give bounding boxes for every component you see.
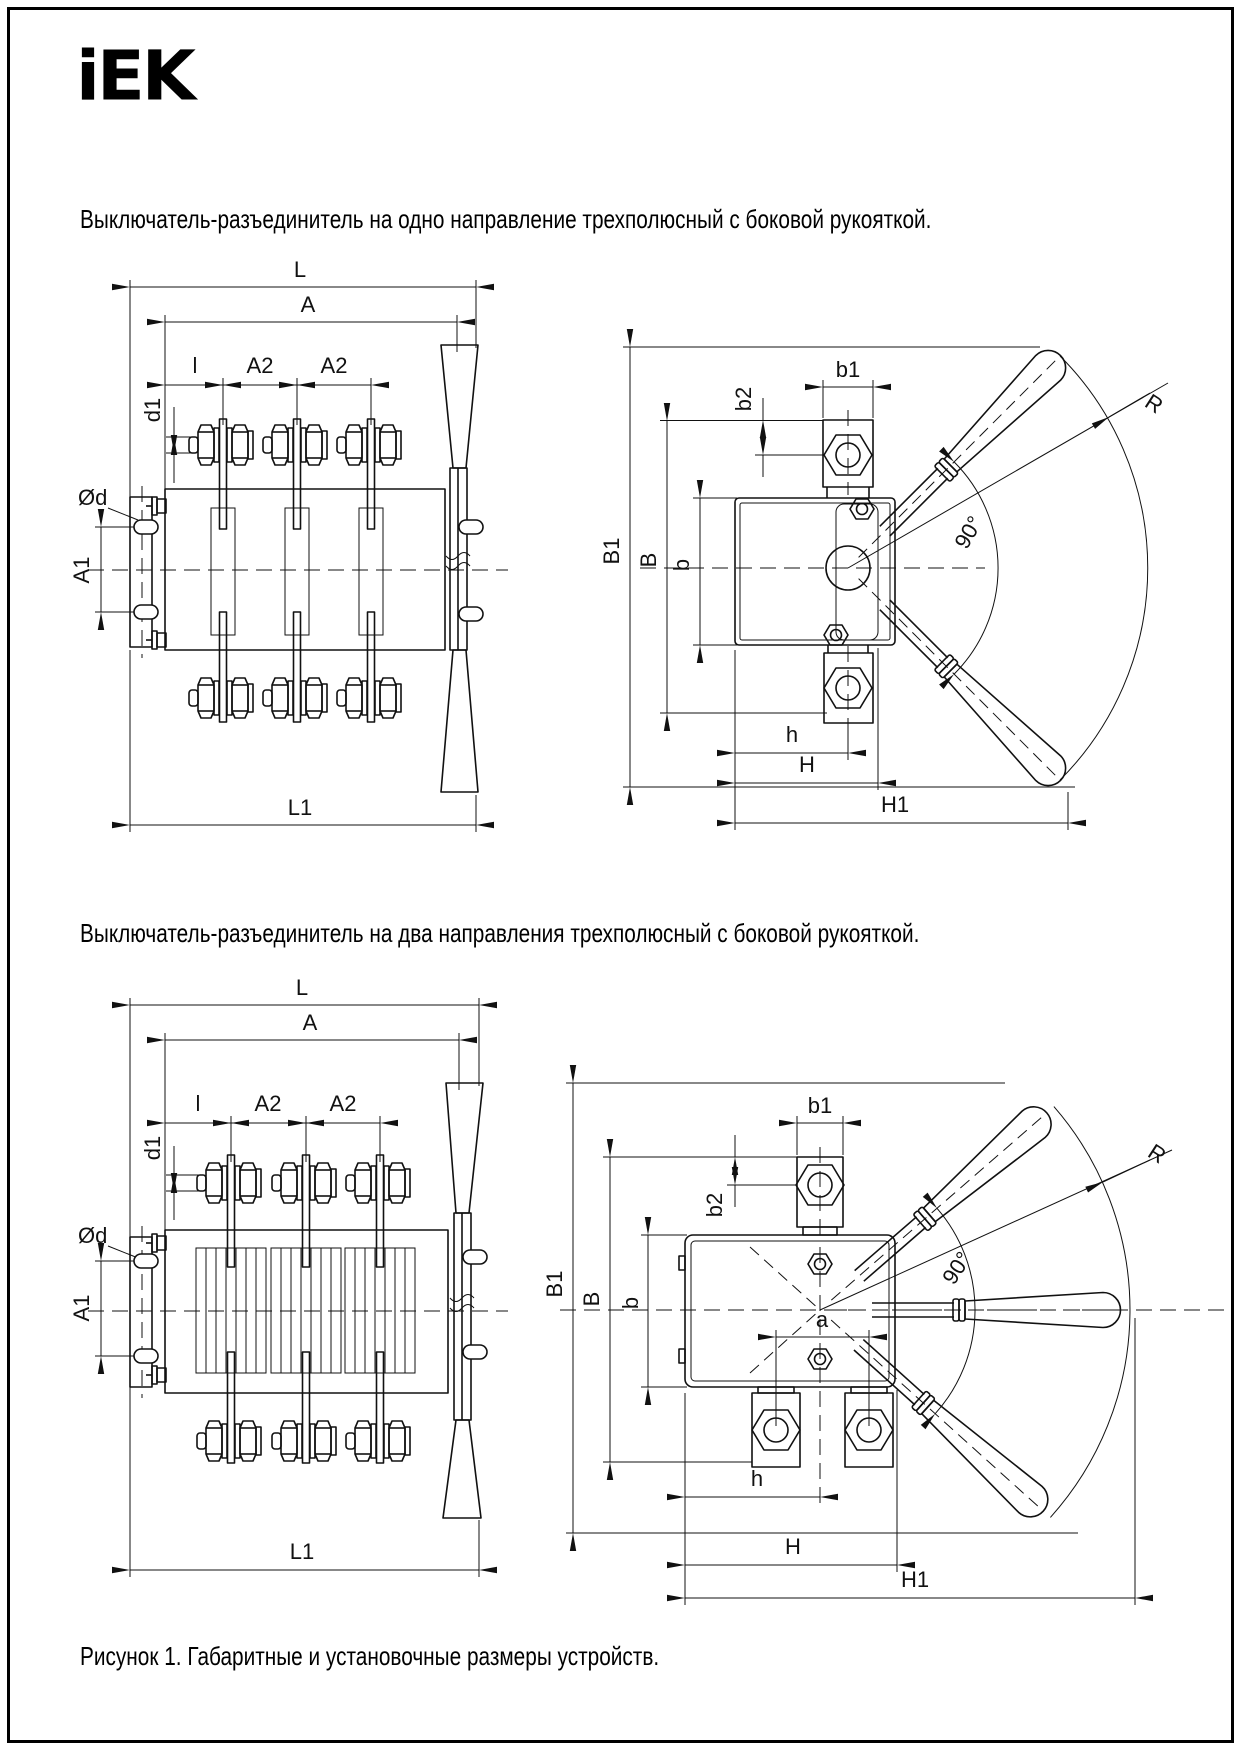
dim-label-b: b xyxy=(669,558,694,572)
dim-label-d1: d1 xyxy=(140,1135,165,1161)
bolt-stack xyxy=(263,425,327,465)
side-handle-silhouette xyxy=(441,345,483,792)
bolt-stack xyxy=(337,425,401,465)
dim-label-B: B xyxy=(636,552,661,568)
dim-label-A: A xyxy=(300,292,316,317)
dim-label-A2: A2 xyxy=(329,1091,357,1116)
dim-label-H: H xyxy=(799,752,815,777)
dim-label-A1: A1 xyxy=(69,556,94,584)
dim-label-A2: A2 xyxy=(320,353,348,378)
dim-label-A2: A2 xyxy=(254,1091,282,1116)
handle-down-position xyxy=(846,566,1073,793)
bolt-stack xyxy=(346,1421,410,1461)
bolt-stack xyxy=(272,1163,336,1203)
dim-label-H: H xyxy=(785,1534,801,1559)
bolt-stack xyxy=(263,678,327,718)
dim-label-b1: b1 xyxy=(807,1093,833,1118)
front-view-one-direction xyxy=(69,257,508,832)
dim-label-A: A xyxy=(302,1010,318,1035)
dim-label-B1: B1 xyxy=(599,537,624,565)
dim-label-b: b xyxy=(618,1296,643,1310)
dim-label-diameter-d: Ød xyxy=(78,1223,108,1248)
dim-label-L1: L1 xyxy=(289,1539,315,1564)
mounting-slot xyxy=(134,520,158,534)
section2-title: Выключатель-разъединитель на два направления трехполюсный с боковой рукояткой. xyxy=(80,918,920,948)
flange-bolt xyxy=(146,497,166,515)
angle-label: 90° xyxy=(937,1247,977,1289)
dim-label-R: R xyxy=(1143,1138,1171,1169)
body-hex-bolt xyxy=(850,499,874,519)
dim-label-L1: L1 xyxy=(287,795,313,820)
side-view-one-direction xyxy=(599,343,1168,830)
angle-label: 90° xyxy=(949,511,988,553)
mounting-slot xyxy=(134,1254,158,1268)
figure-caption: Рисунок 1. Габаритные и установочные размеры устройств. xyxy=(80,1641,660,1671)
dim-label-l: l xyxy=(192,353,198,378)
dim-label-b1: b1 xyxy=(835,357,861,382)
dim-label-L: L xyxy=(295,975,309,1000)
dim-label-diameter-d: Ød xyxy=(78,485,108,510)
side-view-two-directions xyxy=(542,1083,1225,1605)
bolt-stack xyxy=(197,1421,261,1461)
bolt-stack xyxy=(346,1163,410,1203)
handle-up-position xyxy=(820,1100,1058,1314)
bolt-stack xyxy=(337,678,401,718)
bolt-stack xyxy=(197,1163,261,1203)
flange-bolt xyxy=(146,1366,166,1384)
mounting-slot xyxy=(134,1349,158,1363)
dim-label-l: l xyxy=(195,1091,201,1116)
side-handle-silhouette xyxy=(443,1083,487,1518)
dim-label-A2: A2 xyxy=(246,353,274,378)
bolt-stack xyxy=(189,678,253,718)
dim-label-H1: H1 xyxy=(880,792,910,817)
dim-label-h: h xyxy=(785,722,799,747)
dim-label-A1: A1 xyxy=(69,1294,94,1322)
dim-label-H1: H1 xyxy=(900,1567,930,1592)
dim-label-h: h xyxy=(750,1466,764,1491)
dim-label-b2: b2 xyxy=(731,386,756,412)
dim-label-d1: d1 xyxy=(140,397,165,423)
mounting-slot xyxy=(134,605,158,619)
dim-label-a: a xyxy=(815,1307,829,1332)
dim-label-R: R xyxy=(1140,388,1168,419)
bolt-stack xyxy=(272,1421,336,1461)
dim-label-b2: b2 xyxy=(702,1192,727,1218)
front-view-two-directions xyxy=(69,975,508,1577)
dim-label-L: L xyxy=(293,257,307,282)
iek-logo: iEK xyxy=(76,36,194,117)
section1-title: Выключатель-разъединитель на одно направление трехполюсный с боковой рукояткой. xyxy=(80,204,932,234)
handle-down-position xyxy=(819,1307,1055,1524)
dim-label-B1: B1 xyxy=(542,1270,567,1298)
dim-label-B: B xyxy=(579,1291,604,1307)
bolt-stack xyxy=(189,425,253,465)
